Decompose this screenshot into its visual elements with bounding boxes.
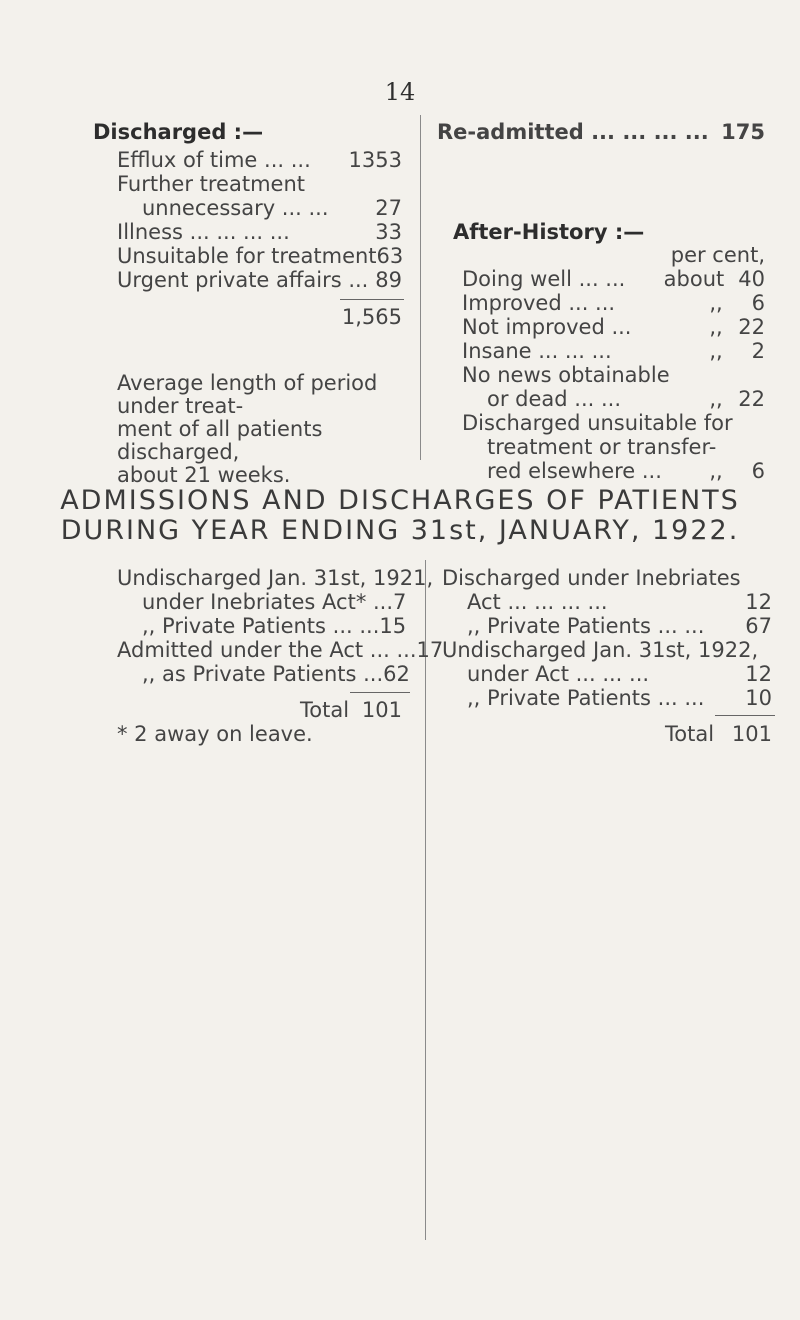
- after-history-row: [487, 459, 765, 483]
- admissions-left-row: [142, 590, 407, 614]
- discharged-value: 89: [375, 268, 402, 292]
- after-history-value: 22: [738, 387, 765, 411]
- admissions-left-row: [142, 614, 407, 638]
- admissions-left-label: under Inebriates Act* ...: [142, 590, 394, 614]
- admissions-left-value: 7: [393, 590, 407, 614]
- page-number: 14: [384, 78, 416, 106]
- total-rule: [340, 299, 404, 300]
- after-history-value: 22: [738, 315, 765, 339]
- discharged-label: Urgent private affairs ...: [117, 268, 369, 292]
- after-history-subheader-row: [437, 243, 765, 267]
- discharged-label: unnecessary ... ...: [142, 196, 329, 220]
- after-history-label: Improved ... ...: [462, 291, 616, 315]
- discharged-label: Efflux of time ... ...: [117, 148, 311, 172]
- admissions-left-value: 62: [383, 662, 410, 686]
- after-history-row: [462, 291, 765, 315]
- after-history-row: [462, 315, 765, 339]
- admissions-left-label: ,, Private Patients ... ...: [142, 614, 380, 638]
- bottom-column-divider: [425, 560, 426, 1240]
- admissions-left-total-value: 101: [361, 698, 402, 722]
- after-history-label: or dead ... ...: [487, 387, 622, 411]
- note-line: ment of all patients discharged,: [117, 417, 323, 464]
- discharged-row: [117, 220, 402, 244]
- after-history-row: [487, 435, 765, 459]
- after-history-value: 2: [751, 339, 765, 363]
- discharged-row: [117, 148, 402, 172]
- discharged-row: [142, 196, 402, 220]
- admissions-left-value: 17: [416, 638, 444, 662]
- admissions-right-total-row: [665, 722, 772, 746]
- after-history-label: Doing well ... ...: [462, 267, 626, 291]
- after-history-label: Discharged unsuitable for: [462, 411, 733, 435]
- after-history-value: 6: [751, 459, 765, 483]
- admissions-left-total-row: [300, 698, 402, 722]
- after-history-unit: ,,: [709, 339, 723, 363]
- admissions-right-total-label: Total: [665, 722, 715, 746]
- after-history-unit: ,,: [709, 459, 723, 483]
- footnote-row: [117, 722, 407, 746]
- admissions-right-label: under Act ... ... ...: [467, 662, 650, 686]
- admissions-left-label: Undischarged Jan. 31st, 1921,: [117, 566, 434, 590]
- after-history-unit: ,,: [709, 291, 723, 315]
- admissions-right-total-value: 101: [731, 722, 772, 746]
- discharged-value: 27: [375, 196, 402, 220]
- after-history-label: No news obtainable: [462, 363, 670, 387]
- footnote: * 2 away on leave.: [117, 722, 313, 746]
- discharged-total: 1,565: [341, 305, 402, 329]
- admissions-left-row: [117, 638, 444, 662]
- admissions-right-row: [467, 614, 772, 638]
- after-history-row: [487, 387, 765, 411]
- after-history-row: [462, 267, 765, 291]
- admissions-left-label: Admitted under the Act ... ...: [117, 638, 417, 662]
- admissions-right-row: [467, 662, 772, 686]
- admissions-right-label: Act ... ... ... ...: [467, 590, 608, 614]
- admissions-left-value: 15: [379, 614, 407, 638]
- per-cent-label: per cent,: [670, 243, 765, 267]
- admissions-right-row: [467, 686, 772, 710]
- discharged-value: 33: [375, 220, 402, 244]
- admissions-right-value: 67: [745, 614, 772, 638]
- after-history-heading: After-History :—: [453, 220, 645, 244]
- after-history-label: treatment or transfer-: [487, 435, 717, 459]
- admissions-left-row: [117, 566, 434, 590]
- after-history-label: Insane ... ... ...: [462, 339, 612, 363]
- discharged-value: 63: [376, 244, 404, 268]
- discharged-value: 1353: [348, 148, 402, 172]
- admissions-right-label: Discharged under Inebriates: [442, 566, 741, 590]
- readmitted-value: 175: [721, 120, 765, 144]
- discharged-total-row: [117, 305, 402, 329]
- after-history-row: [462, 339, 765, 363]
- discharged-heading: Discharged :—: [93, 120, 264, 144]
- after-history-label: Not improved ...: [462, 315, 632, 339]
- discharged-row: [117, 268, 402, 292]
- discharged-row: [117, 172, 402, 196]
- average-length-note: [117, 372, 417, 487]
- admissions-right-label: ,, Private Patients ... ...: [467, 686, 705, 710]
- admissions-left-row: [142, 662, 410, 686]
- discharged-label: Further treatment: [117, 172, 305, 196]
- admissions-title-line-1: ADMISSIONS AND DISCHARGES OF PATIENTS: [60, 485, 740, 516]
- admissions-right-label: ,, Private Patients ... ...: [467, 614, 705, 638]
- admissions-title-line-2: DURING YEAR ENDING 31st, JANUARY, 1922.: [60, 515, 740, 546]
- admissions-right-value: 12: [745, 662, 772, 686]
- note-line: about 21 weeks.: [117, 463, 291, 487]
- after-history-unit: ,,: [709, 315, 723, 339]
- readmitted-label: Re-admitted ... ... ... ...: [437, 120, 709, 144]
- discharged-label: Illness ... ... ... ...: [117, 220, 290, 244]
- total-rule: [715, 715, 775, 716]
- admissions-right-value: 12: [745, 590, 772, 614]
- admissions-left-total-label: Total: [300, 698, 350, 722]
- after-history-value: 6: [751, 291, 765, 315]
- admissions-right-row: [467, 590, 772, 614]
- discharged-label: Unsuitable for treatment: [117, 244, 377, 268]
- admissions-left-label: ,, as Private Patients ...: [142, 662, 384, 686]
- admissions-right-row: [442, 638, 772, 662]
- after-history-row: [462, 363, 765, 387]
- top-column-divider: [420, 115, 421, 460]
- total-rule: [350, 692, 410, 693]
- readmitted-row: [437, 120, 765, 144]
- note-line: Average length of period under treat-: [117, 371, 378, 418]
- after-history-row: [462, 411, 765, 435]
- after-history-unit: about: [663, 267, 725, 291]
- after-history-value: 40: [738, 267, 765, 291]
- after-history-label: red elsewhere ...: [487, 459, 662, 483]
- admissions-right-label: Undischarged Jan. 31st, 1922,: [442, 638, 759, 662]
- discharged-row: [117, 244, 402, 268]
- admissions-right-value: 10: [745, 686, 772, 710]
- admissions-right-row: [442, 566, 762, 590]
- after-history-unit: ,,: [709, 387, 723, 411]
